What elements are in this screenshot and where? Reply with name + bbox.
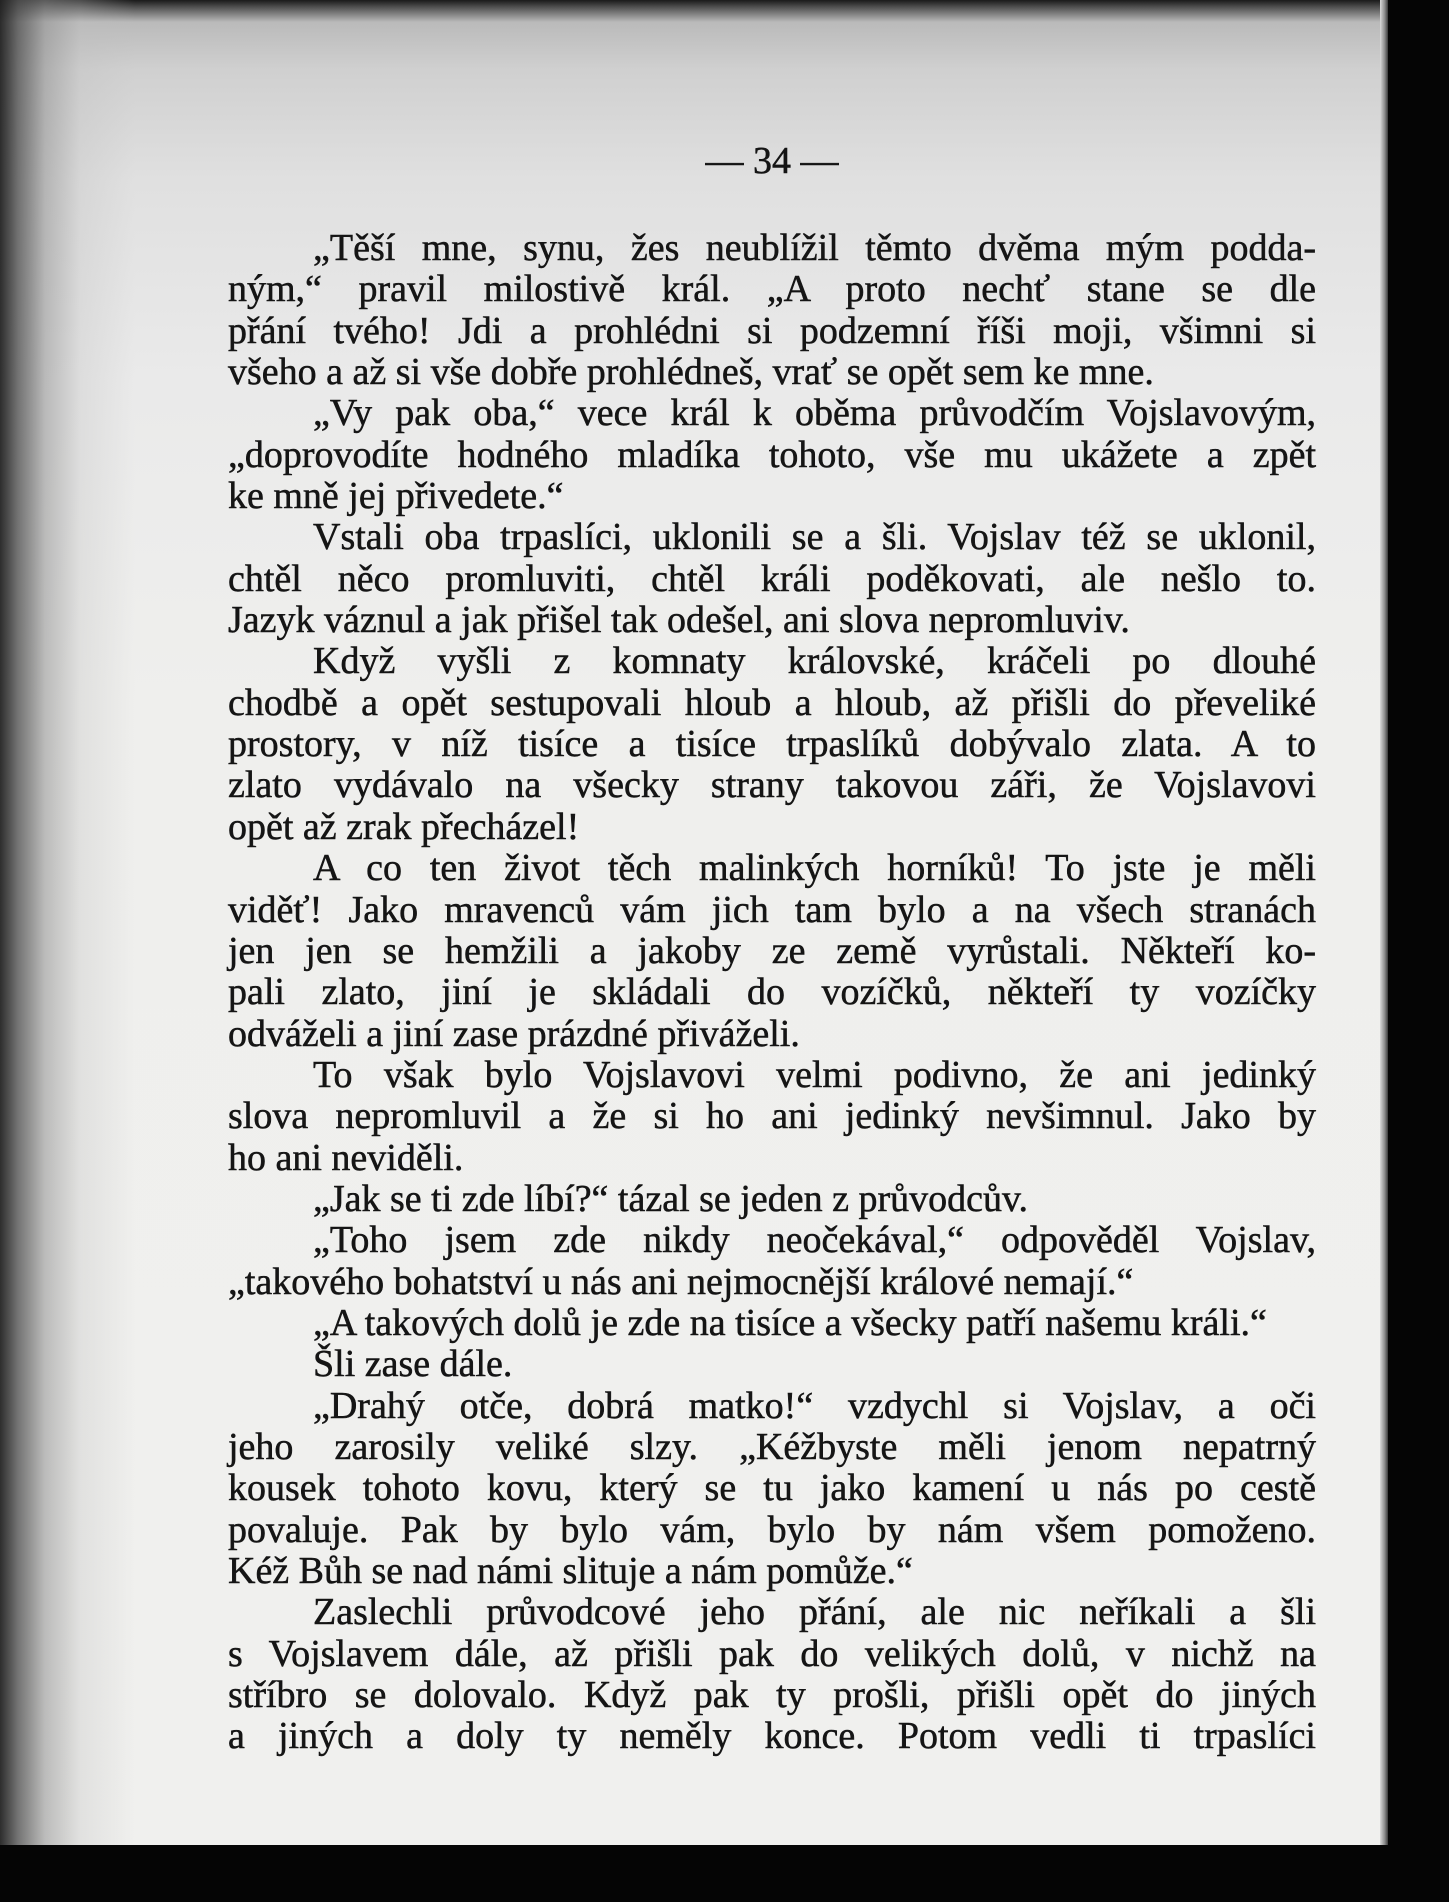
text-line: Kéž Bůh se nad námi slituje a nám pomůže.“ — [228, 1550, 913, 1592]
text-line: „doprovodíte hodného mladíka tohoto, vše mu ukážete a zpět — [228, 433, 1316, 476]
text-line: Šli zase dále. — [313, 1343, 513, 1386]
text-line: pali zlato, jiní je skládali do vozíčků, někteří ty vozíčky — [228, 971, 1316, 1014]
text-line: všeho a až si vše dobře prohlédneš, vrať se opět sem ke mne. — [228, 351, 1154, 394]
text-line: To však bylo Vojslavovi velmi podivno, že ani jedinký — [313, 1053, 1316, 1096]
text-line: prostory, v níž tisíce a tisíce trpaslíků dobývalo zlata. A to — [228, 723, 1316, 766]
paragraph — [228, 1179, 1316, 1220]
text-line: přání tvého! Jdi a prohlédni si podzemní říši moji, všimni si — [228, 309, 1316, 352]
text-line: odváželi a jiní zase prázdné přiváželi. — [228, 1012, 800, 1055]
text-line: jeho zarosily veliké slzy. „Kéžbyste měli jenom nepatrný — [228, 1425, 1316, 1468]
paragraph — [228, 641, 1316, 848]
text-line: jen jen se hemžili a jakoby ze země vyrůstali. Někteří ko- — [228, 929, 1316, 972]
scan-border-right — [1388, 0, 1449, 1902]
text-line: „A takových dolů je zde na tisíce a všecky patří našemu králi.“ — [313, 1301, 1267, 1344]
text-line: „Těší mne, synu, žes neublížil těmto dvěma mým podda- — [313, 227, 1316, 269]
text-line: ným,“ pravil milostivě král. „A proto nechť stane se dle — [228, 268, 1316, 311]
text-body — [228, 228, 1316, 1758]
text-line: „Jak se ti zde líbí?“ tázal se jeden z průvodcův. — [313, 1177, 1029, 1220]
text-line: viděť! Jako mravenců vám jich tam bylo a na všech stranách — [228, 888, 1316, 931]
text-line: Vstali oba trpaslíci, uklonili se a šli. Vojslav též se uklonil, — [313, 516, 1316, 559]
text-line: kousek tohoto kovu, který se tu jako kamení u nás po cestě — [228, 1467, 1316, 1510]
paragraph — [228, 393, 1316, 517]
text-line: „takového bohatství u nás ani nejmocnější králové nemají.“ — [228, 1260, 1134, 1303]
text-line: Když vyšli z komnaty královské, kráčeli po dlouhé — [313, 640, 1316, 683]
paragraph — [228, 228, 1316, 393]
text-line: „Vy pak oba,“ vece král k oběma průvodčím Vojslavovým, — [313, 392, 1316, 435]
text-line: ho ani neviděli. — [228, 1136, 464, 1179]
text-line: A co ten život těch malinkých horníků! To jste je měli — [313, 847, 1316, 890]
text-line: chodbě a opět sestupovali hloub a hloub, až přišli do převeliké — [228, 681, 1316, 724]
paragraph — [228, 517, 1316, 641]
text-line: stříbro se dolovalo. Když pak ty prošli, přišli opět do jiných — [228, 1674, 1316, 1717]
text-line: Zaslechli průvodcové jeho přání, ale nic neříkali a šli — [313, 1591, 1316, 1634]
text-line: „Toho jsem zde nikdy neočekával,“ odpověděl Vojslav, — [313, 1219, 1316, 1262]
text-line: opět až zrak přecházel! — [228, 805, 580, 848]
paragraph — [228, 1386, 1316, 1593]
text-line: povaluje. Pak by bylo vám, bylo by nám všem pomoženo. — [228, 1508, 1316, 1551]
text-line: zlato vydávalo na všecky strany takovou záři, že Vojslavovi — [228, 764, 1316, 807]
text-line: slova nepromluvil a že si ho ani jedinký nevšimnul. Jako by — [228, 1095, 1316, 1138]
text-line: „Drahý otče, dobrá matko!“ vzdychl si Vojslav, a oči — [313, 1384, 1316, 1427]
paragraph — [228, 1344, 1316, 1385]
paragraph — [228, 1303, 1316, 1344]
paragraph — [228, 1592, 1316, 1757]
text-line: chtěl něco promluviti, chtěl králi poděkovati, ale nešlo to. — [228, 557, 1316, 600]
text-line: ke mně jej přivedete.“ — [228, 475, 564, 518]
text-line: a jiných a doly ty neměly konce. Potom vedli ti trpaslíci — [228, 1715, 1316, 1758]
scan-page-edge-right — [1380, 0, 1388, 1902]
paragraph — [228, 848, 1316, 1055]
paragraph — [228, 1220, 1316, 1303]
scan-border-bottom — [0, 1845, 1449, 1902]
paragraph — [228, 1055, 1316, 1179]
text-line: s Vojslavem dále, až přišli pak do velikých dolů, v nichž na — [228, 1632, 1316, 1675]
text-line: Jazyk váznul a jak přišel tak odešel, ani slova nepromluviv. — [228, 599, 1130, 642]
page-number: — 34 — — [705, 140, 839, 182]
